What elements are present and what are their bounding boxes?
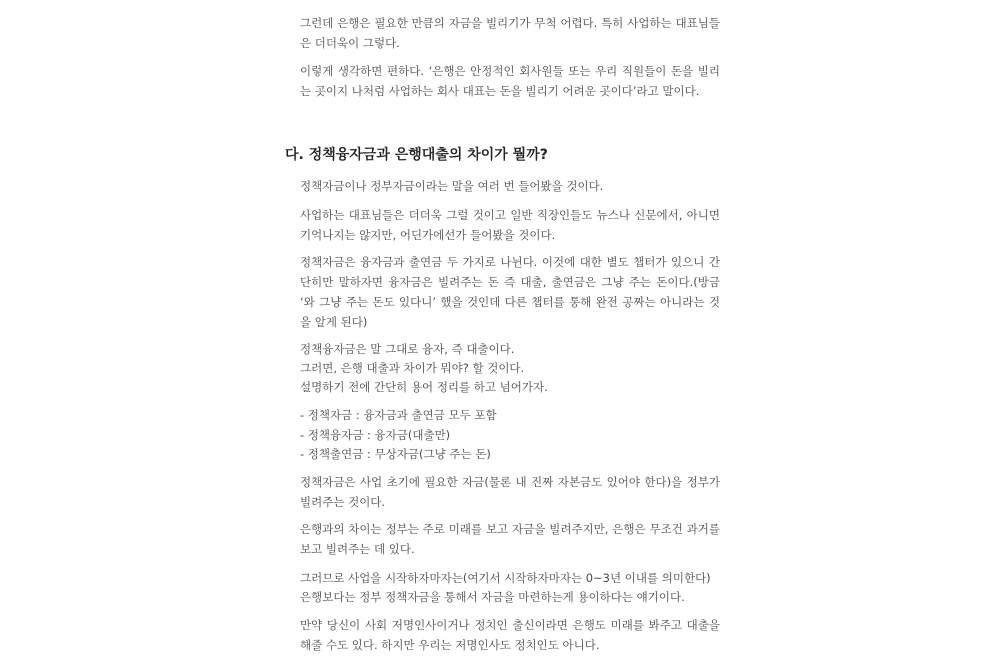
list-item: - 정책출연금 : 무상자금(그냥 주는 돈) (300, 447, 491, 461)
paragraph-policy-fund-definition: 정책자금은 사업 초기에 필요한 자금(물론 내 진짜 자본금도 있어야 한다)을 정부가 빌려주는 것이다. (300, 475, 720, 509)
paragraph-notable-person: 만약 당신이 사회 저명인사이거나 정치인 출신이라면 은행도 미래를 봐주고 대출을 해줄 수도 있다. 하지만 우리는 저명인사도 정치인도 아니다. (300, 618, 720, 652)
paragraph-term-intro: 설명하기 전에 간단히 용어 정리를 하고 넘어가자. (300, 380, 548, 394)
paragraph-startup-period: 그러므로 사업을 시작하자마자는(여기서 시작하자마자는 0~3년 이내를 의미한다) (300, 571, 711, 585)
paragraph-ceo-heard: 사업하는 대표님들은 더더욱 그럴 것이고 일반 직장인들도 뉴스나 신문에서, 아니면 기억나지는 않지만, 어딘가에선가 들어봤을 것이다. (300, 208, 720, 242)
list-item: - 정책융자금 : 융자금(대출만) (300, 428, 451, 442)
paragraph-policy-fund-heard: 정책자금이나 정부자금이라는 말을 여러 번 들어봤을 것이다. (300, 179, 604, 193)
paragraph-question: 그러면, 은행 대출과 차이가 뭐야? 할 것이다. (300, 361, 525, 375)
paragraph-fund-types: 정책자금은 융자금과 출연금 두 가지로 나뉜다. 이것에 대한 별도 챕터가 있으니 간단히만 말하자면 융자금은 빌려주는 돈 즉 대출, 출연금은 그냥 주는 돈이다.(방금 ‘와 그냥 주는 돈도 있다니’ 했을 것인데 다른 챕터를 통해 완전 공짜는 아니라는 것을 알게 된다) (300, 255, 720, 329)
paragraph-bank-vs-government: 은행과의 차이는 정부는 주로 미래를 보고 자금을 빌려주지만, 은행은 무조건 과거를 보고 빌려주는 데 있다. (300, 522, 720, 556)
paragraph-government-easier: 은행보다는 정부 정책자금을 통해서 자금을 마련하는게 용이하다는 얘기이다. (300, 590, 685, 604)
list-item: - 정책자금 : 융자금과 출연금 모두 포함 (300, 408, 497, 422)
paragraph-loan-definition: 정책융자금은 말 그대로 융자, 즉 대출이다. (300, 342, 515, 356)
paragraph-bank-thinking: 이렇게 생각하면 편하다. ‘은행은 안정적인 회사원들 또는 우리 직원들이 돈을 빌리는 곳이지 나처럼 사업하는 회사 대표는 돈을 빌리기 어려운 곳이다’라고 말이다. (300, 64, 720, 98)
section-heading: 다. 정책융자금과 은행대출의 차이가 뭘까? (285, 147, 548, 163)
paragraph-bank-difficulty: 그런데 은행은 필요한 만큼의 자금을 빌리기가 무척 어렵다. 특히 사업하는 대표님들은 더더욱이 그렇다. (300, 16, 720, 50)
